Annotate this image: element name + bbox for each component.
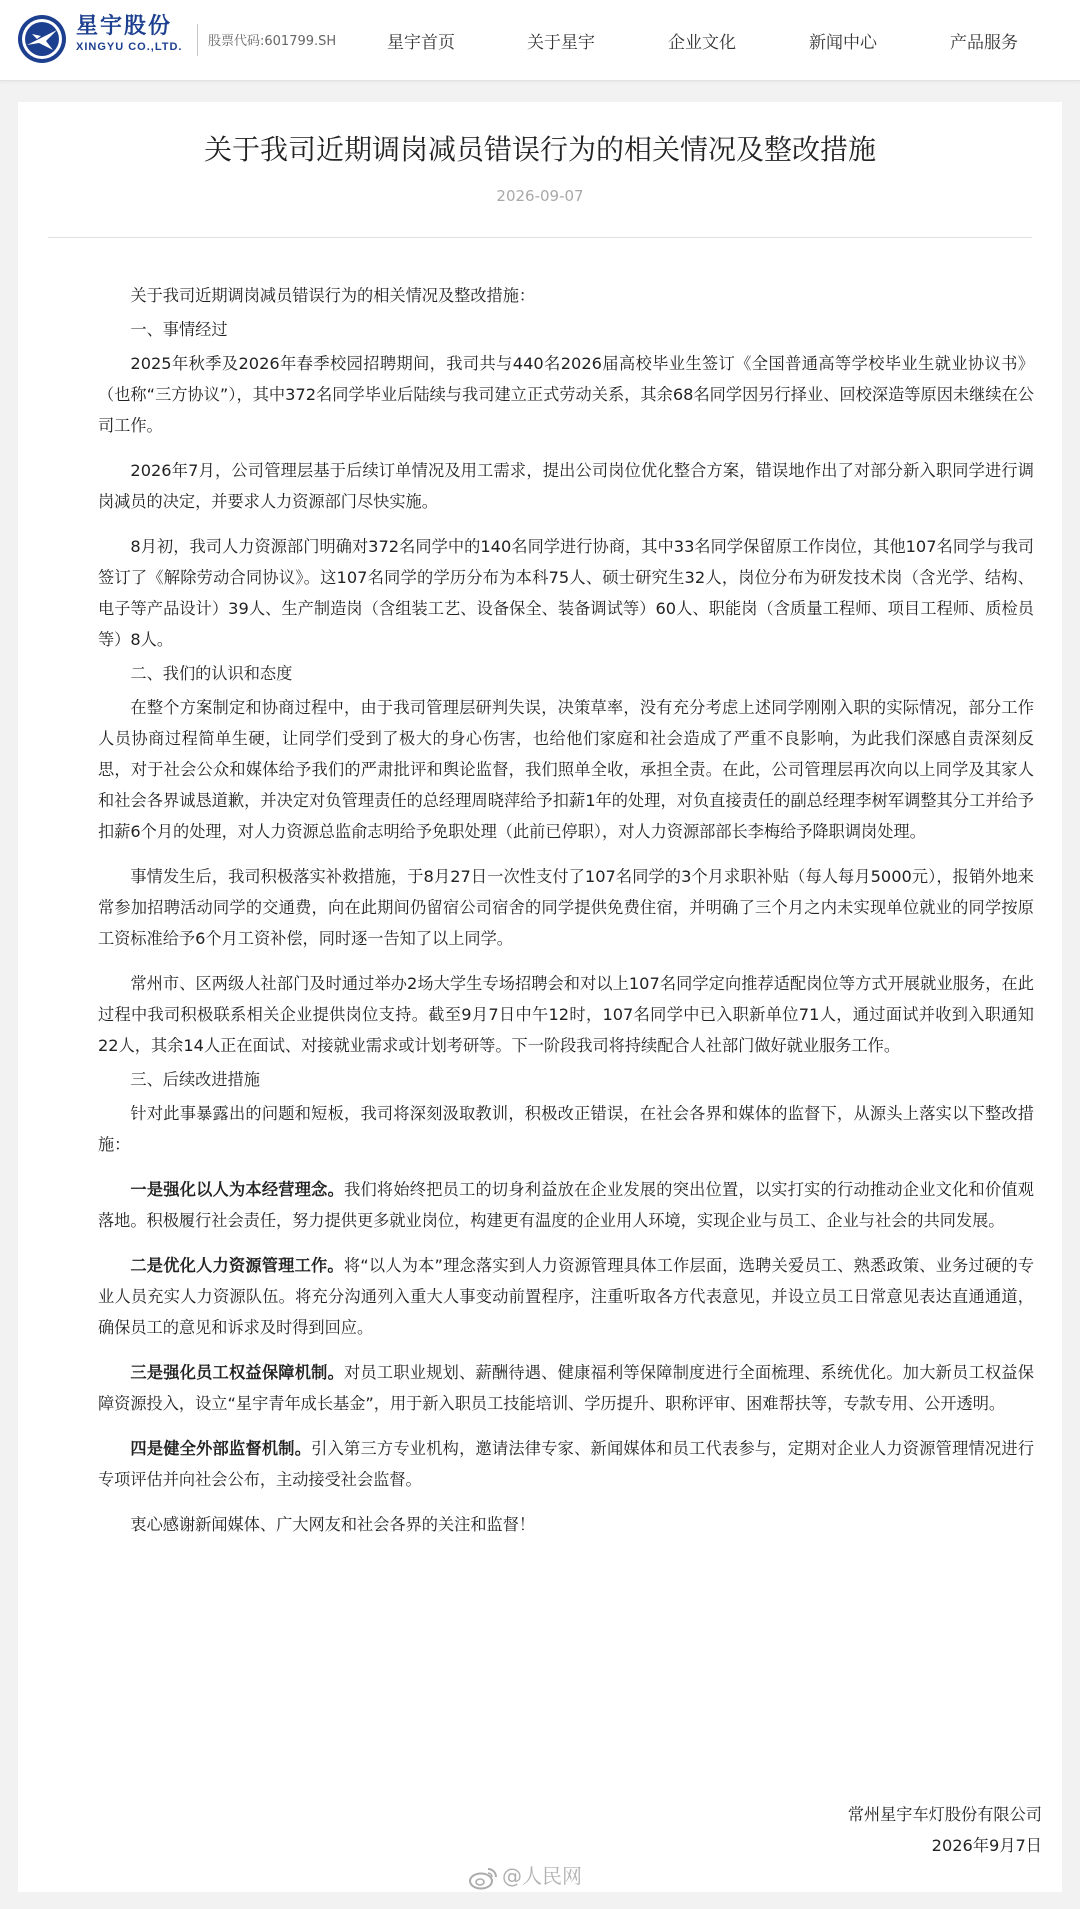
nav-item-about[interactable]: 关于星宇 — [527, 33, 595, 53]
brand-name-cn: 星宇股份 — [76, 14, 173, 39]
measure-lead: 一是强化以人为本经营理念。 — [130, 1180, 345, 1199]
paragraph: 2025年秋季及2026年春季校园招聘期间，我司共与440名2026届高校毕业生签订《全国普通高等学校毕业生就业协议书》（也称“三方协议”），其中372名同学毕业后陆续与我司建立正式劳动关系，其余68名同学因另行择业、回校深造等原因未继续在公司工作。 — [98, 354, 1034, 435]
paragraph: 常州市、区两级人社部门及时通过举办2场大学生专场招聘会和对以上107名同学定向推荐适配岗位等方式开展就业服务，在此过程中我司积极联系相关企业提供岗位支持。截至9月7日中午12时，107名同学中已入职新单位71人，通过面试并收到入职通知22人，其余14人正在面试、对接就业需求或计划考研等。下一阶段我司将持续配合人社部门做好就业服务工作。 — [98, 974, 1034, 1055]
brand-name[interactable] — [76, 14, 182, 54]
brand-divider — [197, 24, 198, 56]
article-date: 2026-09-07 — [496, 187, 584, 205]
measure-body: 将“以人为本”理念落实到人力资源管理具体工作层面，选聘关爱员工、熟悉政策、业务过硬的专业人员充实人力资源队伍。将充分沟通列入重大人事变动前置程序，注重听取各方代表意见，并设立员工日常意见表达直通通道，确保员工的意见和诉求及时得到回应。 — [98, 1256, 1035, 1337]
nav-item-home[interactable]: 星宇首页 — [387, 33, 455, 53]
paragraph: 事情发生后，我司积极落实补救措施，于8月27日一次性支付了107名同学的3个月求职补贴（每人每月5000元），报销外地来常参加招聘活动同学的交通费，向在此期间仍留宿公司宿舍的同学提供免费住宿，并明确了三个月之内未实现单位就业的同学按原工资标准给予6个月工资补偿，同时逐一告知了以上同学。 — [98, 867, 1034, 948]
measure-paragraph — [98, 1357, 1034, 1419]
measure-lead: 四是健全外部监督机制。 — [130, 1439, 312, 1458]
xingyu-logo-icon[interactable] — [17, 14, 67, 64]
paragraph: 在整个方案制定和协商过程中，由于我司管理层研判失误，决策草率，没有充分考虑上述同学刚刚入职的实际情况，部分工作人员协商过程简单生硬，让同学们受到了极大的身心伤害，也给他们家庭和社会造成了严重不良影响，为此我们深感自责深刻反思，对于社会公众和媒体给予我们的严肃批评和舆论监督，我们照单全收，承担全责。在此，公司管理层再次向以上同学及其家人和社会各界诚恳道歉，并决定对负管理责任的总经理周晓萍给予扣薪1年的处理，对负直接责任的副总经理李树军调整其分工并给予扣薪6个月的处理，对人力资源总监俞志明给予免职处理（此前已停职），对人力资源部部长李梅给予降职调岗处理。 — [98, 698, 1034, 841]
measure-paragraph — [98, 1174, 1034, 1236]
thanks-paragraph: 衷心感谢新闻媒体、广大网友和社会各界的关注和监督！ — [130, 1515, 536, 1534]
signature-company: 常州星宇车灯股份有限公司 — [847, 1805, 1042, 1824]
nav-item-culture[interactable]: 企业文化 — [668, 33, 736, 53]
nav-item-products[interactable]: 产品服务 — [950, 33, 1018, 53]
section-heading: 三、后续改进措施 — [130, 1070, 260, 1089]
measure-lead: 三是强化员工权益保障机制。 — [130, 1363, 345, 1382]
article-card — [18, 102, 1062, 1892]
title-divider — [48, 237, 1032, 238]
measure-paragraph — [98, 1433, 1034, 1495]
measure-paragraph — [98, 1250, 1034, 1343]
nav-item-news[interactable]: 新闻中心 — [809, 33, 877, 53]
measure-body: 我们将始终把员工的切身利益放在企业发展的突出位置，以实打实的行动推动企业文化和价值观落地。积极履行社会责任，努力提供更多就业岗位，构建更有温度的企业用人环境，实现企业与员工、企业与社会的共同发展。 — [98, 1180, 1034, 1230]
brand-name-en: XINGYU CO.,LTD. — [76, 41, 183, 53]
measure-lead: 二是优化人力资源管理工作。 — [130, 1256, 344, 1275]
signature-block — [848, 1799, 1042, 1861]
section-heading: 一、事情经过 — [130, 320, 228, 339]
paragraph: 2026年7月，公司管理层基于后续订单情况及用工需求，提出公司岗位优化整合方案，错误地作出了对部分新入职同学进行调岗减员的决定，并要求人力资源部门尽快实施。 — [98, 461, 1034, 511]
paragraph: 针对此事暴露出的问题和短板，我司将深刻汲取教训，积极改正错误，在社会各界和媒体的监督下，从源头上落实以下整改措施： — [98, 1104, 1034, 1154]
article-title: 关于我司近期调岗减员错误行为的相关情况及整改措施 — [203, 133, 876, 166]
intro-paragraph: 关于我司近期调岗减员错误行为的相关情况及整改措施： — [130, 286, 536, 305]
top-navbar — [0, 0, 1080, 81]
section-heading: 二、我们的认识和态度 — [130, 664, 293, 683]
signature-date: 2026年9月7日 — [931, 1836, 1042, 1855]
measure-body: 对员工职业规划、薪酬待遇、健康福利等保障制度进行全面梳理、系统优化。加大新员工权益保障资源投入，设立“星宇青年成长基金”，用于新入职员工技能培训、学历提升、职称评审、困难帮扶等，专款专用、公开透明。 — [98, 1363, 1034, 1413]
source-watermark — [468, 1860, 582, 1890]
weibo-icon — [468, 1866, 498, 1890]
measure-body: 引入第三方专业机构，邀请法律专家、新闻媒体和员工代表参与，定期对企业人力资源管理情况进行专项评估并向社会公布，主动接受社会监督。 — [98, 1439, 1035, 1489]
paragraph: 8月初，我司人力资源部门明确对372名同学中的140名同学进行协商，其中33名同学保留原工作岗位，其他107名同学与我司签订了《解除劳动合同协议》。这107名同学的学历分布为本科75人、硕士研究生32人，岗位分布为研发技术岗（含光学、结构、电子等产品设计）39人、生产制造岗（含组装工艺、设备保全、装备调试等）60人、职能岗（含质量工程师、项目工程师、质检员等）8人。 — [98, 537, 1034, 649]
stock-code: 股票代码:601799.SH — [208, 34, 337, 49]
watermark-text: @人民网 — [502, 1864, 582, 1888]
article-body — [98, 280, 1034, 1540]
